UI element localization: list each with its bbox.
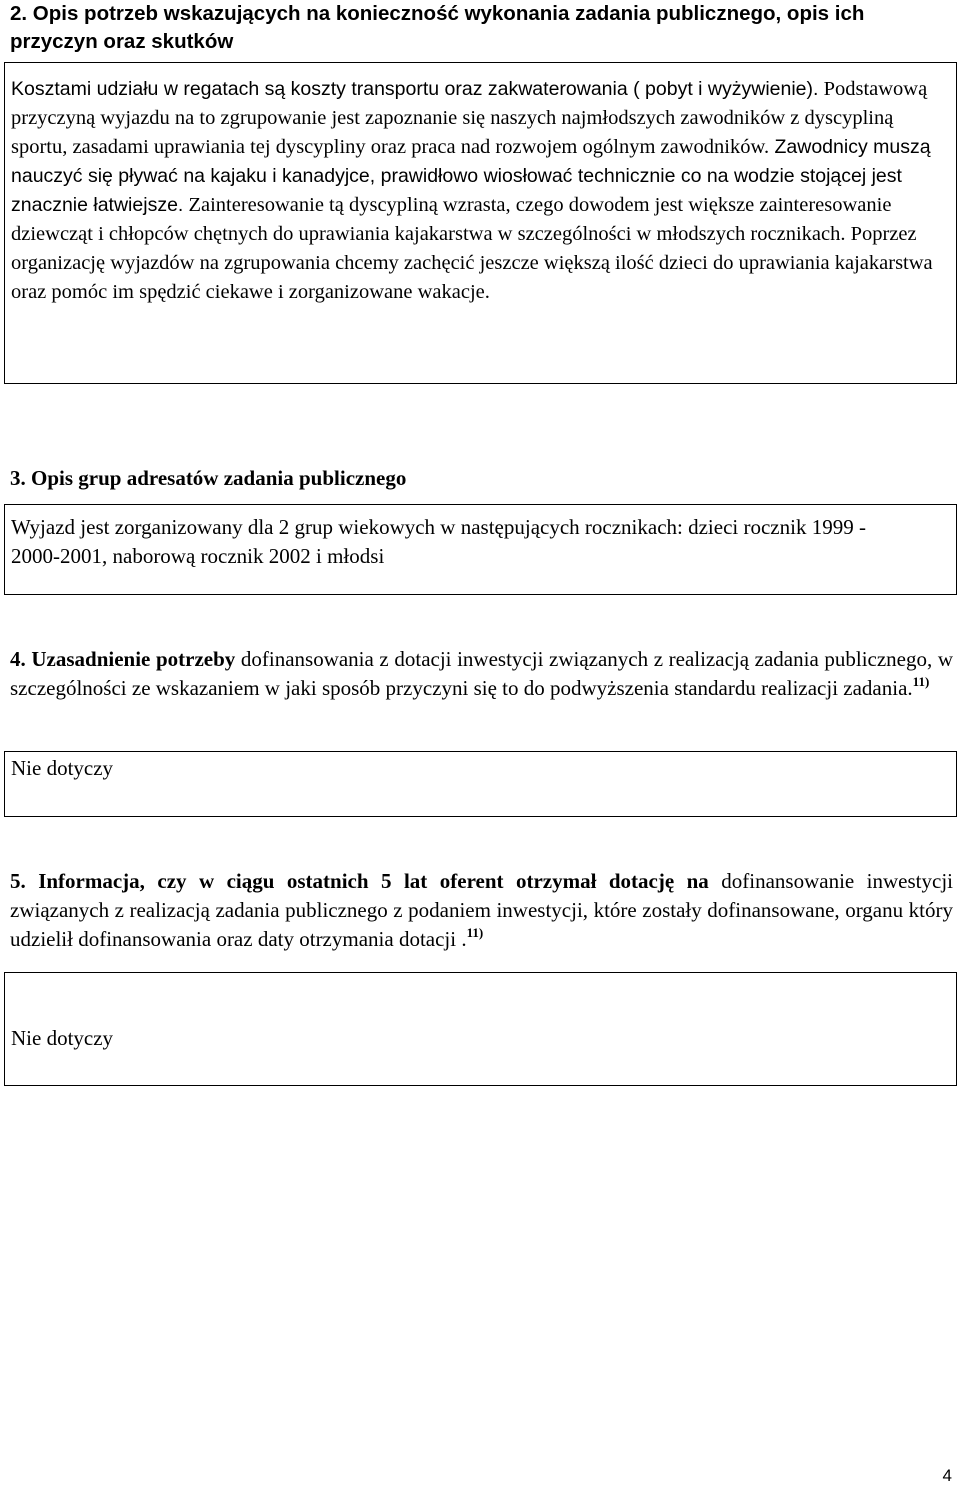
section-4-body: Nie dotyczy xyxy=(11,756,114,780)
section-5-heading xyxy=(10,867,953,954)
section-4-heading-bold: Uzasadnienie potrzeby xyxy=(31,647,236,671)
section-2-heading: 2. Opis potrzeb wskazujących na konieczność wykonania zadania publicznego, opis ich przyczyn oraz skutków xyxy=(10,2,865,53)
section-5-box xyxy=(4,972,957,1086)
section-5-footnote: 11) xyxy=(466,925,484,940)
section-5-heading-rest: dofinansowanie inwestycji związanych z realizacją zadania publicznego z podaniem inwestycji, które zostały dofinansowane, organu który udzielił dofinansowania oraz daty otrzymania dotacji . xyxy=(10,869,954,951)
section-2-sentence-3: Zawodnicy muszą nauczyć się pływać na kajaku i kanadyjce, prawidłowo wiosłować technicznie co na wodzie stojącej jest znacznie łatwiejsze. xyxy=(11,136,931,216)
section-5-heading-bold: 5. Informacja, czy w ciągu ostatnich 5 lat oferent otrzymał dotację na xyxy=(10,869,709,893)
section-2-sentence-5: Poprzez organizację wyjazdów na zgrupowania chcemy zachęcić jeszcze większą ilość dzieci do uprawiania kajakarstwa oraz pomóc im spędzić ciekawe i zorganizowane wakacje. xyxy=(11,223,933,303)
section-4-heading xyxy=(10,645,953,703)
section-3-body: Wyjazd jest zorganizowany dla 2 grup wiekowych w następujących rocznikach: dzieci rocznik 1999 - 2000-2001, naborową rocznik 2002 i młodsi xyxy=(11,515,866,568)
section-4-heading-rest: dofinansowania z dotacji inwestycji związanych z realizacją zadania publicznego, w szczególności ze wskazaniem w jaki sposób przyczyni się to do podwyższenia standardu realizacji zadania. xyxy=(10,647,954,700)
section-4-number: 4. xyxy=(10,647,32,671)
section-3-heading: 3. Opis grup adresatów zadania publicznego xyxy=(10,466,407,490)
page-number: 4 xyxy=(942,1466,952,1485)
section-2-sentence-1: Kosztami udziału w regatach są koszty transportu oraz zakwaterowania ( pobyt i wyżywienie). xyxy=(11,78,819,100)
section-5-body: Nie dotyczy xyxy=(11,1026,114,1050)
section-2-sentence-2: Podstawową przyczyną wyjazdu na to zgrupowanie jest zapoznanie się naszych najmłodszych zawodników z dyscypliną sportu, zasadami uprawiania tej dyscypliny oraz praca nad rozwojem ogólnym zawodników. xyxy=(11,78,928,158)
section-4-footnote: 11) xyxy=(912,674,930,689)
section-2-body xyxy=(11,75,946,307)
section-4-box xyxy=(4,751,957,817)
section-2-sentence-4: Zainteresowanie tą dyscypliną wzrasta, czego dowodem jest większe zainteresowanie dziewcząt i chłopców chętnych do uprawiania kajakarstwa w szczególności w młodszych rocznikach. xyxy=(11,194,892,245)
